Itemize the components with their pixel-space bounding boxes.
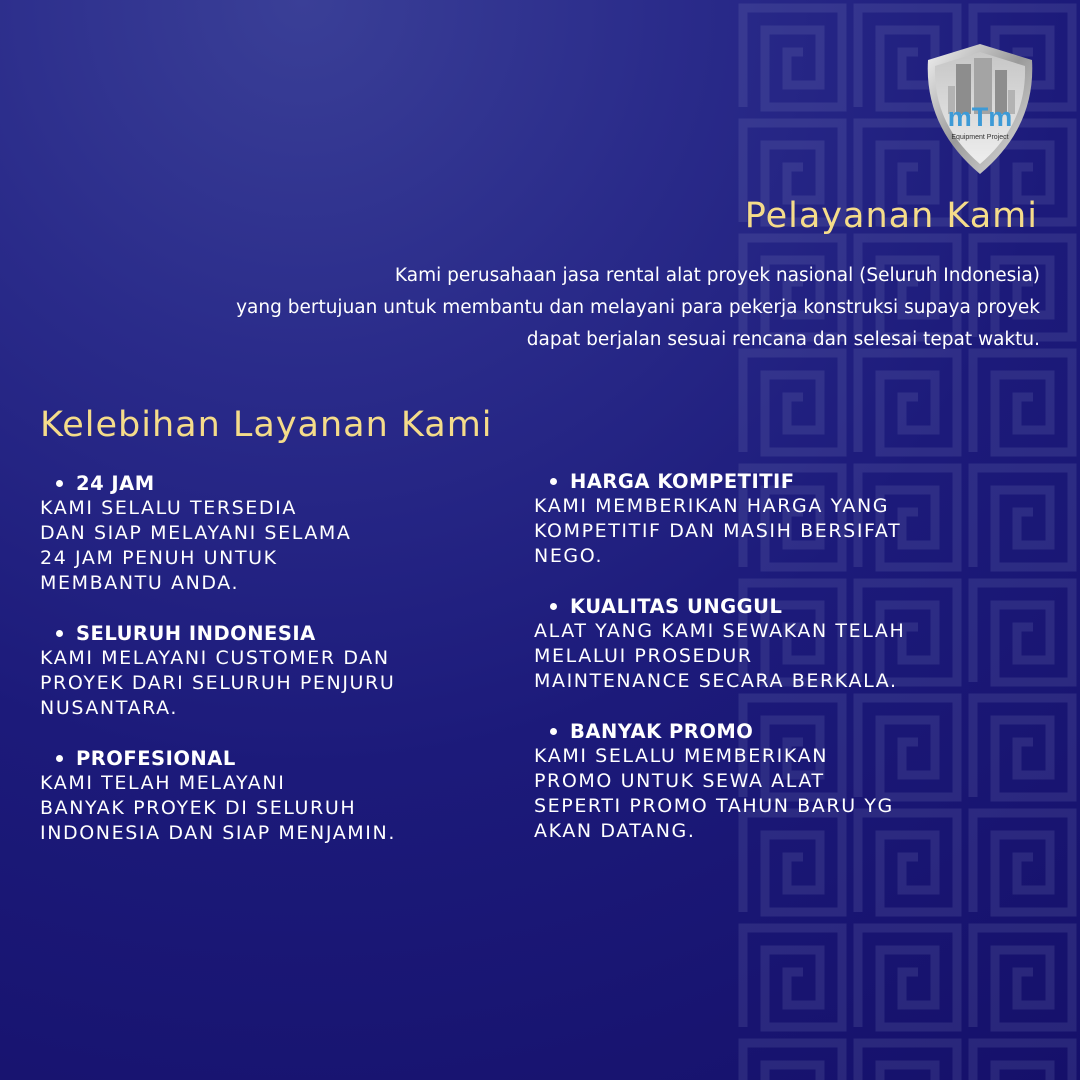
feature-text: DAN SIAP MELAYANI SELAMA (40, 522, 352, 544)
section-title: Kelebihan Layanan Kami (40, 405, 493, 445)
intro-line: Kami perusahaan jasa rental alat proyek nasional (Seluruh Indonesia) (394, 265, 1040, 286)
feature-harga-kompetitif (534, 469, 901, 569)
intro-line: yang bertujuan untuk membantu dan melayani para pekerja konstruksi supaya proyek (236, 297, 1040, 318)
intro-text (80, 260, 1040, 356)
feature-text: SEPERTI PROMO TAHUN BARU YG (534, 795, 894, 817)
intro-line: dapat berjalan sesuai rencana dan selesai tepat waktu. (526, 329, 1040, 350)
feature-text: MEMBANTU ANDA. (40, 572, 240, 594)
feature-text: KOMPETITIF DAN MASIH BERSIFAT (534, 520, 902, 542)
feature-24-jam (40, 471, 352, 596)
feature-text: PROYEK DARI SELURUH PENJURU (40, 672, 396, 694)
feature-text: KAMI SELALU MEMBERIKAN (534, 745, 829, 767)
feature-text: KAMI TELAH MELAYANI (40, 772, 286, 794)
feature-profesional (40, 746, 396, 846)
feature-seluruh-indonesia (40, 621, 395, 721)
feature-text: 24 JAM PENUH UNTUK (40, 547, 278, 569)
feature-title: BANYAK PROMO (534, 719, 894, 744)
feature-text: NUSANTARA. (40, 697, 179, 719)
feature-banyak-promo (534, 719, 894, 844)
feature-title: 24 JAM (40, 471, 352, 496)
page-title: Pelayanan Kami (744, 196, 1038, 236)
feature-text: KAMI MELAYANI CUSTOMER DAN (40, 647, 390, 669)
feature-title: KUALITAS UNGGUL (534, 594, 905, 619)
feature-text: INDONESIA DAN SIAP MENJAMIN. (40, 822, 396, 844)
feature-text: PROMO UNTUK SEWA ALAT (534, 770, 825, 792)
feature-kualitas-unggul (534, 594, 905, 694)
feature-title: HARGA KOMPETITIF (534, 469, 901, 494)
svg-text:Equipment Project: Equipment Project (951, 134, 1009, 141)
feature-text: MAINTENANCE SECARA BERKALA. (534, 670, 898, 692)
feature-text: BANYAK PROYEK DI SELURUH (40, 797, 357, 819)
feature-title: SELURUH INDONESIA (40, 621, 395, 646)
feature-text: ALAT YANG KAMI SEWAKAN TELAH (534, 620, 906, 642)
feature-title: PROFESIONAL (40, 746, 396, 771)
feature-text: KAMI MEMBERIKAN HARGA YANG (534, 495, 890, 517)
company-logo (924, 42, 1036, 176)
feature-text: NEGO. (534, 545, 604, 567)
feature-text: KAMI SELALU TERSEDIA (40, 497, 297, 519)
feature-text: MELALUI PROSEDUR (534, 645, 753, 667)
feature-text: AKAN DATANG. (534, 820, 696, 842)
svg-text:mTm: mTm (947, 102, 1013, 132)
